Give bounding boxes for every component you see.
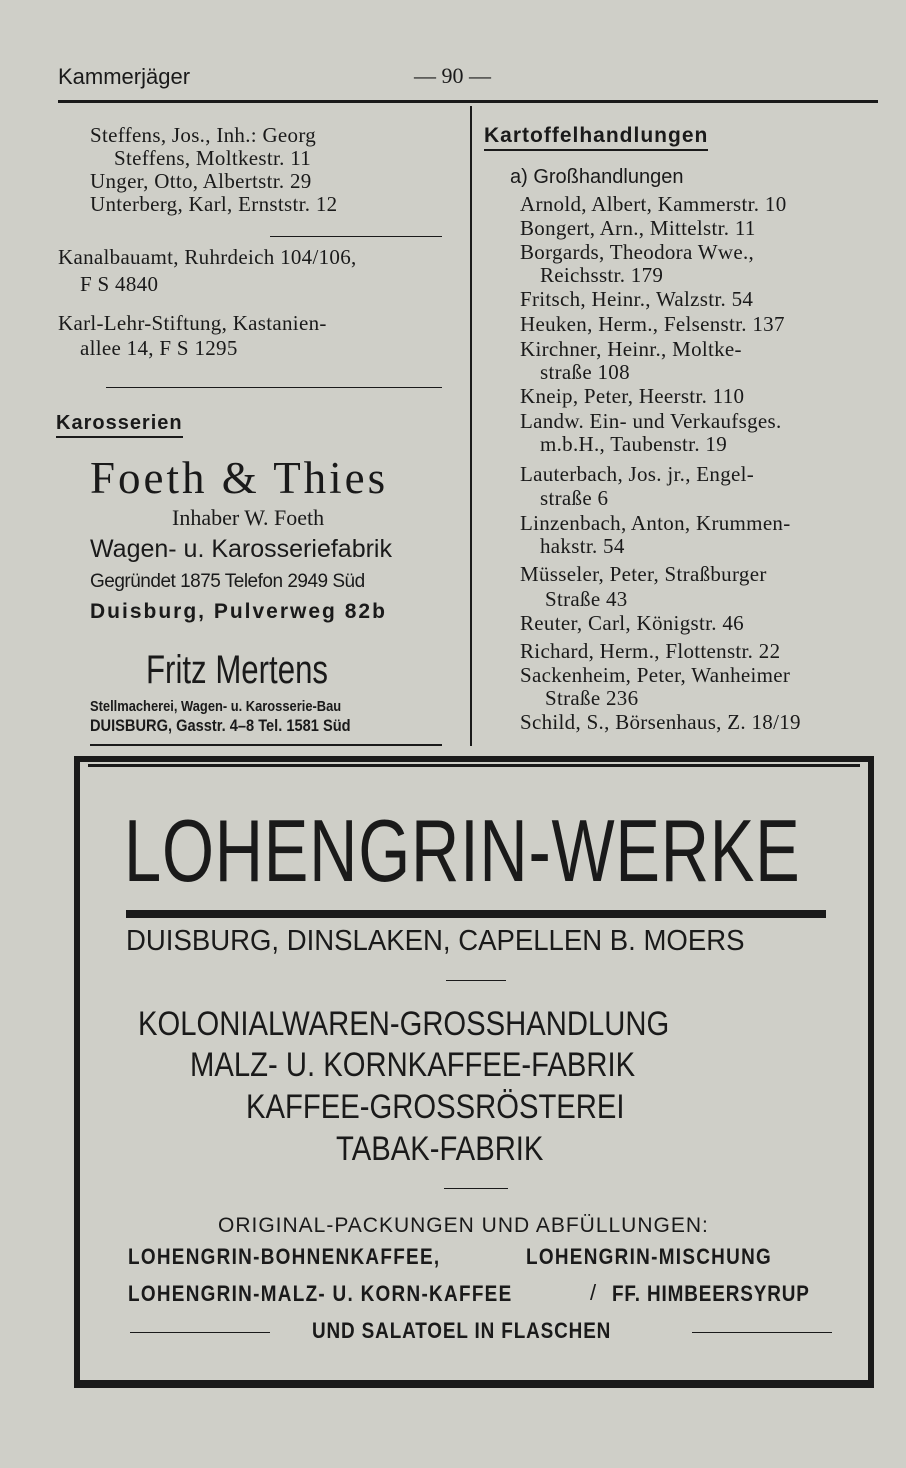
list-item: Heuken, Herm., Felsenstr. 137 [520,312,785,336]
list-item: Schild, S., Börsenhaus, Z. 18/19 [520,710,801,734]
section-header: Kammerjäger [58,64,191,89]
lohengrin-ad-packaging: ORIGINAL-PACKUNGEN UND ABFÜLLUNGEN: [218,1214,709,1237]
lohengrin-ad-brand: FF. HIMBEERSYRUP [612,1281,810,1306]
separator-slash: / [590,1280,597,1305]
lohengrin-ad-product: KAFFEE-GROSSRÖSTEREI [246,1088,625,1126]
lohengrin-ad-brand: LOHENGRIN-MALZ- U. KORN-KAFFEE [128,1281,513,1306]
lohengrin-ad-product: TABAK-FABRIK [336,1130,544,1168]
list-item: Müsseler, Peter, Straßburger [520,562,767,586]
foeth-ad-business: Wagen- u. Karosseriefabrik [90,535,392,563]
divider [130,1332,270,1333]
section-heading-kartoffelhandlungen: Kartoffelhandlungen [484,124,708,151]
divider [444,1188,508,1189]
subheading-grosshandlungen: a) Großhandlungen [510,166,684,188]
list-item: Landw. Ein- und Verkaufsges. [520,409,782,433]
mertens-ad-rule [90,744,442,746]
list-item: Straße 236 [545,686,639,710]
list-item: Reichsstr. 179 [540,263,664,287]
list-item: Unger, Otto, Albertstr. 29 [90,169,312,193]
lohengrin-ad-title-rule [126,910,826,918]
lohengrin-ad-title: LOHENGRIN-WERKE [124,801,801,900]
foeth-ad-name: Foeth & Thies [90,453,389,503]
list-item: Kanalbauamt, Ruhrdeich 104/106, [58,245,357,269]
list-item: straße 6 [540,486,609,510]
list-item: Kirchner, Heinr., Moltke- [520,337,742,361]
lohengrin-ad-brand: LOHENGRIN-MISCHUNG [526,1244,773,1269]
lohengrin-ad-product: MALZ- U. KORNKAFFEE-FABRIK [190,1046,636,1084]
header-rule [58,100,878,103]
lohengrin-ad-product: KOLONIALWAREN-GROSSHANDLUNG [138,1005,670,1043]
section-heading-karosserien: Karosserien [56,412,183,438]
foeth-ad-owner: Inhaber W. Foeth [172,505,325,530]
lohengrin-ad-brand: LOHENGRIN-BOHNENKAFFEE, [128,1244,441,1269]
list-item: Unterberg, Karl, Ernststr. 12 [90,192,338,216]
list-item: Bongert, Arn., Mittelstr. 11 [520,216,756,240]
divider [270,236,442,237]
lohengrin-ad-brand: UND SALATOEL IN FLASCHEN [312,1318,612,1343]
divider [692,1332,832,1333]
mertens-ad-line1: Stellmacherei, Wagen- u. Karosserie-Bau [90,698,342,715]
list-item: Sackenheim, Peter, Wanheimer [520,663,791,687]
divider [106,387,442,388]
list-item: F S 4840 [80,272,159,296]
list-item: Straße 43 [545,587,628,611]
list-item: Arnold, Albert, Kammerstr. 10 [520,192,787,216]
list-item: hakstr. 54 [540,534,625,558]
list-item: Steffens, Jos., Inh.: Georg [90,123,317,147]
list-item: Richard, Herm., Flottenstr. 22 [520,639,781,663]
list-item: Kneip, Peter, Heerstr. 110 [520,384,745,408]
list-item: Fritsch, Heinr., Walzstr. 54 [520,287,754,311]
lohengrin-ad-locations: DUISBURG, DINSLAKEN, CAPELLEN B. MOERS [126,925,745,957]
list-item: allee 14, F S 1295 [80,336,238,360]
mertens-ad-name: Fritz Mertens [146,648,329,692]
list-item: Karl-Lehr-Stiftung, Kastanien- [58,311,327,335]
list-item: Steffens, Moltkestr. 11 [114,146,312,170]
list-item: straße 108 [540,360,630,384]
mertens-ad-line2: DUISBURG, Gasstr. 4–8 Tel. 1581 Süd [90,716,351,735]
foeth-ad-founded: Gegründet 1875 Telefon 2949 Süd [90,571,365,592]
column-divider [470,106,472,746]
list-item: Reuter, Carl, Königstr. 46 [520,611,744,635]
list-item: m.b.H., Taubenstr. 19 [540,432,728,456]
list-item: Borgards, Theodora Wwe., [520,240,755,264]
page-number: — 90 — [414,63,491,88]
lohengrin-ad-inner-rule [88,764,860,767]
divider [446,980,506,981]
list-item: Lauterbach, Jos. jr., Engel- [520,462,755,486]
list-item: Linzenbach, Anton, Krummen- [520,511,791,535]
foeth-ad-address: Duisburg, Pulverweg 82b [90,600,387,623]
